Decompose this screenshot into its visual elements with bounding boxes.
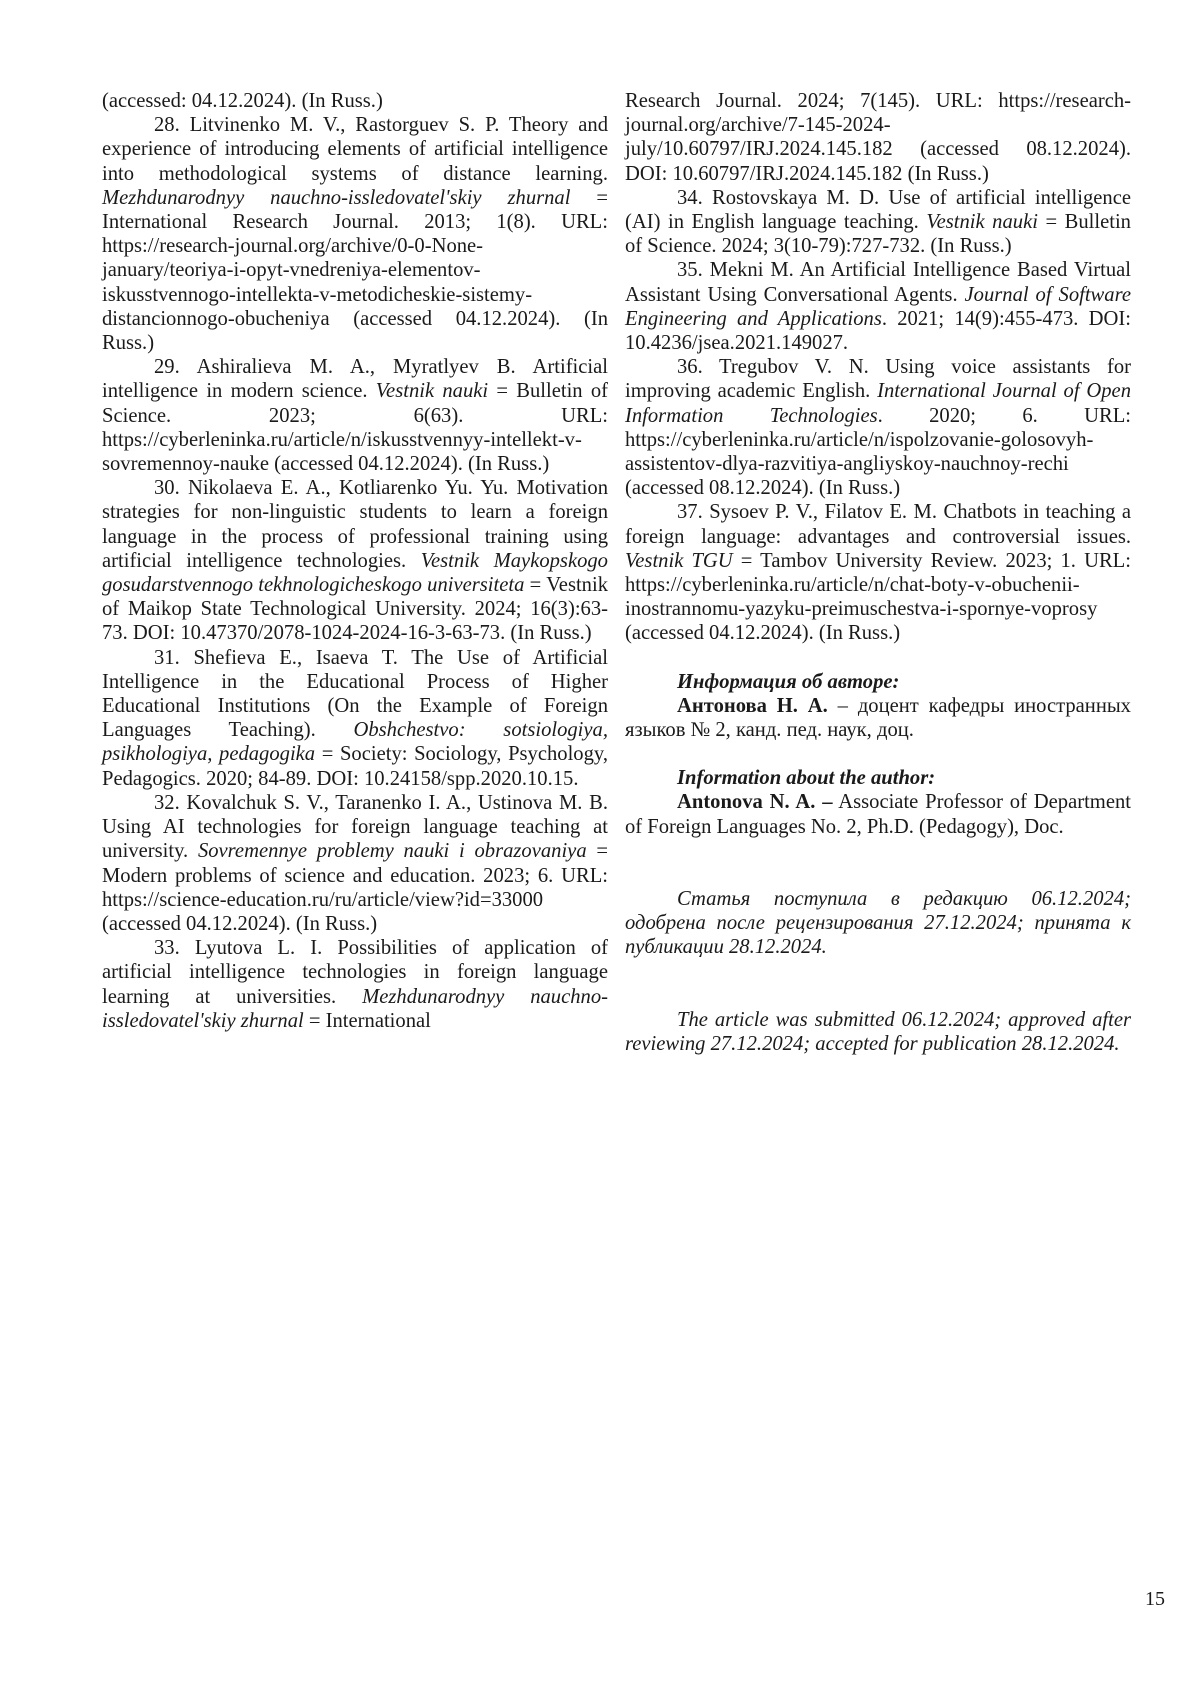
author-heading-en: Information about the author: <box>677 767 936 790</box>
page-number: 15 <box>1145 1588 1165 1610</box>
author-info-en: Antonova N. A. – Associate Professor of Department of Foreign Languages No. 2, Ph.D. (Pedagogy), Doc. <box>625 791 1131 838</box>
reference-item: 29. Ashiralieva M. A., Myratlyev B. Artificial intelligence in modern science. Vestnik nauki = Bulletin of Science. 2023; 6(63). URL: https://cyberleninka.ru/article/n/iskusstvennyy-intellekt-v-sovremennoy-nauke (accessed 04.12.2024). (In Russ.) <box>102 356 609 476</box>
carryover-text: (accessed: 04.12.2024). (In Russ.) <box>102 90 383 112</box>
carryover-text: Research Journal. 2024; 7(145). URL: https://research-journal.org/archive/7-145-2024-july/10.60797/IRJ.2024.145.182 (accessed 08.12.2024). DOI: 10.60797/IRJ.2024.145.182 (In Russ.) <box>625 90 1131 185</box>
author-info-ru: Антонова Н. А. – доцент кафедры иностранных языков № 2, канд. пед. наук, доц. <box>625 694 1131 742</box>
author-heading-ru: Информация об авторе: <box>677 670 900 693</box>
submission-dates-ru: Статья поступила в редакцию 06.12.2024; одобрена после рецензирования 27.12.2024; принята к публикации 28.12.2024. <box>625 887 1131 959</box>
reference-item: 37. Sysoev P. V., Filatov E. M. Chatbots in teaching a foreign language: advantages and controversial issues. Vestnik TGU = Tambov University Review. 2023; 1. URL: https://cyberleninka.ru/article/n/chat-boty-v-obuchenii-inostrannomu-yazyku-preimuschestva-i-spornye-voprosy (accessed 04.12.2024). (In Russ.) <box>625 501 1131 645</box>
right-column <box>625 89 1131 1056</box>
reference-item: 30. Nikolaeva E. A., Kotliarenko Yu. Yu. Motivation strategies for non-linguistic students to learn a foreign language in the process of professional training using artificial intelligence technologies. Vestnik Maykopskogo gosudarstvennogo tekhnologicheskogo universiteta = Vestnik of Maikop State Technological University. 2024; 16(3):63-73. DOI: 10.47370/2078-1024-2024-16-3-63-73. (In Russ.) <box>102 477 608 645</box>
reference-item: 33. Lyutova L. I. Possibilities of application of artificial intelligence technologies in foreign language learning at universities. Mezhdunarodnyy nauchno-issledovatel'skiy zhurnal = International <box>102 937 608 1032</box>
reference-item: 35. Mekni M. An Artificial Intelligence Based Virtual Assistant Using Conversational Agents. Journal of Software Engineering and Applications. 2021; 14(9):455-473. DOI: 10.4236/jsea.2021.149027. <box>625 259 1131 355</box>
left-column <box>102 89 608 1033</box>
submission-dates-en: The article was submitted 06.12.2024; approved after reviewing 27.12.2024; accepted for publication 28.12.2024. <box>625 1008 1131 1055</box>
reference-item: 31. Shefieva E., Isaeva T. The Use of Artificial Intelligence in the Educational Process of Higher Educational Institutions (On the Example of Foreign Languages Teaching). Obshchestvo: sotsiologiya, psikhologiya, pedagogika = Society: Sociology, Psychology, Pedagogics. 2020; 84-89. DOI: 10.24158/spp.2020.10.15. <box>102 646 608 790</box>
reference-item: 34. Rostovskaya M. D. Use of artificial intelligence (AI) in English language teaching. Vestnik nauki = Bulletin of Science. 2024; 3(10-79):727-732. (In Russ.) <box>625 186 1131 258</box>
reference-item: 32. Kovalchuk S. V., Taranenko I. A., Ustinova M. B. Using AI technologies for foreign language teaching at university. Sovremennye problemy nauki i obrazovaniya = Modern problems of science and education. 2023; 6. URL: https://science-education.ru/ru/article/view?id=33000 (accessed 04.12.2024). (In Russ.) <box>102 791 609 935</box>
reference-item: 36. Tregubov V. N. Using voice assistants for improving academic English. International Journal of Open Information Technologies. 2020; 6. URL: https://cyberleninka.ru/article/n/ispolzovanie-golosovyh-assistentov-dlya-razvitiya-angliyskoy-nauchnoy-rechi (accessed 08.12.2024). (In Russ.) <box>625 356 1132 500</box>
reference-item: 28. Litvinenko M. V., Rastorguev S. P. Theory and experience of introducing elements of artificial intelligence into methodological systems of distance learning. Mezhdunarodnyy nauchno-issledovatel'skiy zhurnal = International Research Journal. 2013; 1(8). URL: https://research-journal.org/archive/0-0-None-january/teoriya-i-opyt-vnedreniya-elementov-iskusstvennogo-intellekta-v-metodicheskie-sistemy-distancionnogo-obucheniya (accessed 04.12.2024). (In Russ.) <box>102 114 608 355</box>
